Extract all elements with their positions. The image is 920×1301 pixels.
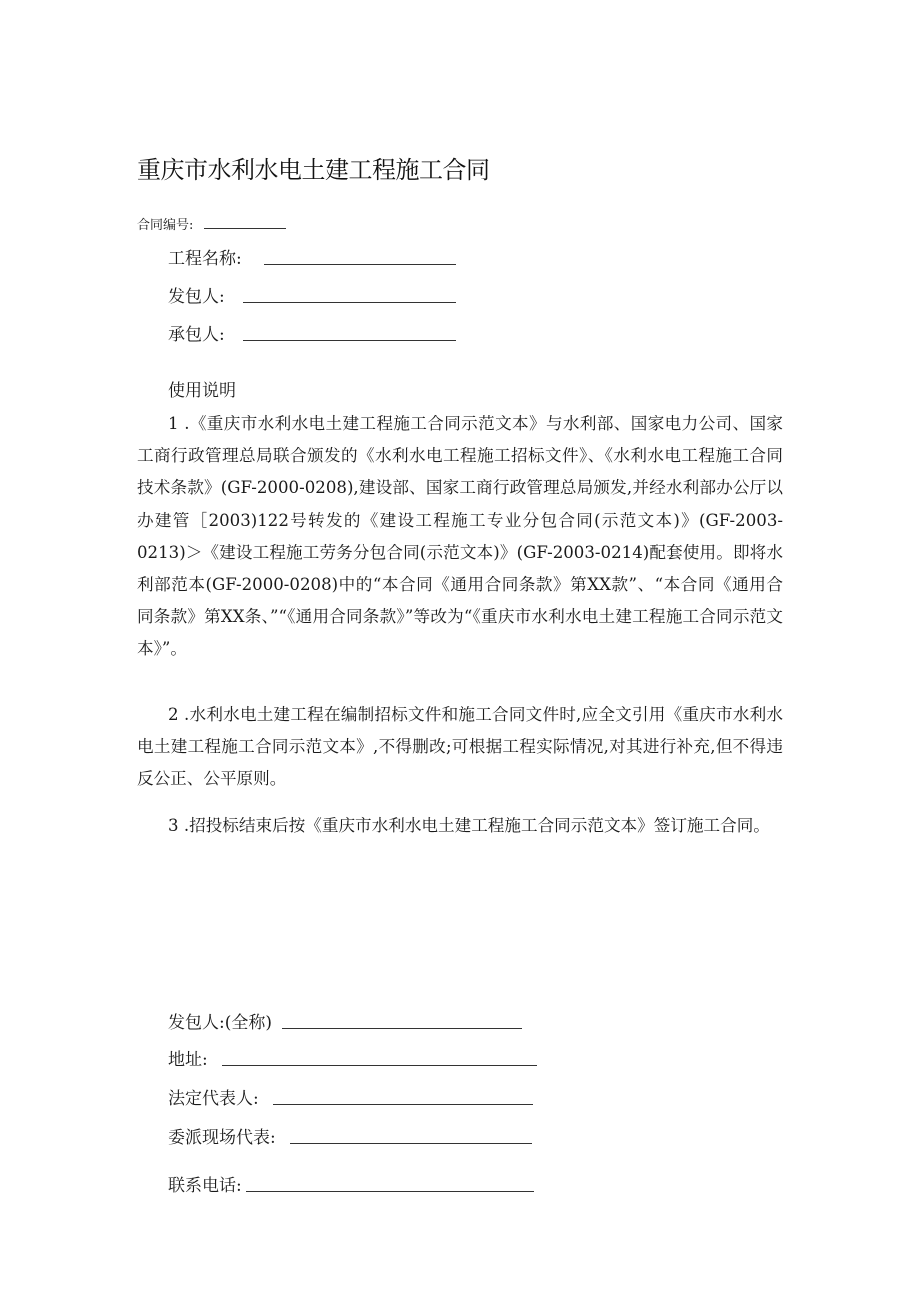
instruction-item-2: 2 .水利水电土建工程在编制招标文件和施工合同文件时,应全文引用《重庆市水利水电土建工程施工合同示范文本》,不得删改;可根据工程实际情况,对其进行补充,但不得违反公正、公平原则。 (137, 705, 783, 789)
instructions-title: 使用说明 (168, 381, 236, 401)
instruction-item-3: 3 .招投标结束后按《重庆市水利水电土建工程施工合同示范文本》签订施工合同。 (168, 816, 770, 835)
contract-number-field (137, 214, 286, 233)
employer-field (168, 282, 456, 307)
site-rep-field (168, 1123, 532, 1148)
address-blank[interactable] (222, 1065, 537, 1066)
legal-rep-label: 法定代表人: (168, 1089, 259, 1109)
site-rep-blank[interactable] (290, 1143, 532, 1144)
phone-label: 联系电话: (168, 1176, 242, 1196)
project-name-label: 工程名称: (168, 249, 242, 269)
employer-blank[interactable] (243, 302, 456, 303)
site-rep-label: 委派现场代表: (168, 1128, 276, 1148)
contractor-field (168, 320, 456, 345)
employer-fullname-label: 发包人:(全称) (168, 1013, 272, 1033)
legal-rep-blank[interactable] (273, 1104, 533, 1105)
employer-fullname-field (168, 1008, 522, 1033)
phone-field (168, 1171, 534, 1196)
document-title: 重庆市水利水电土建工程施工合同 (137, 156, 490, 184)
instruction-item-1: 1 .《重庆市水利水电土建工程施工合同示范文本》与水利部、国家电力公司、国家工商行政管理总局联合颁发的《水利水电工程施工招标文件》、《水利水电工程施工合同技术条款》(GF-2000-0208),建设部、国家工商行政管理总局颁发,并经水利部办公厅以办建管［2003)122号转发的《建设工程施工专业分包合同(示范文本)》(GF-2003-0213)＞《建设工程施工劳务分包合同(示范文本)》(GF-2003-0214)配套使用。即将水利部范本(GF-2000-0208)中的“本合同《通用合同条款》第XX款”、“本合同《通用合同条款》第XX条、”“《通用合同条款》”等改为“《重庆市水利水电土建工程施工合同示范文本》”。 (137, 414, 783, 659)
address-field (168, 1045, 537, 1070)
contractor-blank[interactable] (243, 340, 456, 341)
employer-label: 发包人: (168, 287, 225, 307)
contractor-label: 承包人: (168, 325, 225, 345)
project-name-blank[interactable] (264, 264, 456, 265)
contract-number-blank[interactable] (204, 227, 286, 229)
contract-number-label: 合同编号: (137, 218, 194, 233)
project-name-field (168, 244, 456, 269)
employer-fullname-blank[interactable] (282, 1028, 522, 1029)
legal-rep-field (168, 1084, 533, 1109)
address-label: 地址: (168, 1050, 208, 1070)
phone-blank[interactable] (246, 1191, 534, 1192)
